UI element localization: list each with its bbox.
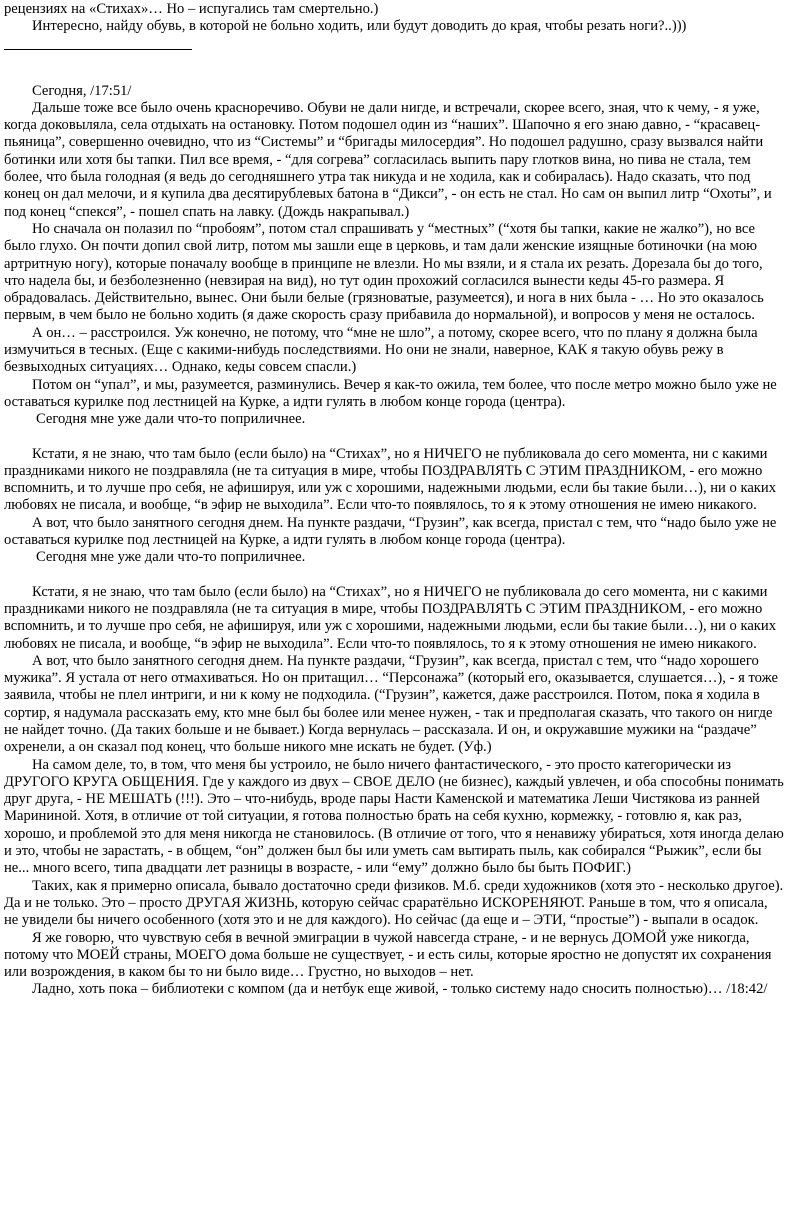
intro-line-1: рецензиях на «Стихах»… Но – испугались там смертельно.) — [4, 1, 379, 17]
intro-line-2: Интересно, найду обувь, в которой не больно ходить, или будут доводить до края, чтобы резать ноги?..))) — [32, 18, 687, 35]
paragraph: Сегодня мне уже дали что-то поприличнее. — [36, 549, 306, 566]
section-divider — [4, 49, 192, 50]
paragraph: Кстати, я не знаю, что там было (если было) на “Стихах”, но я НИЧЕГО не публиковала до сего момента, ни с какими праздниками никого не поздравляла (не та ситуация в мире, чтобы ПОЗДРАВЛЯТЬ С ЭТИМ ПРАЗДНИКОМ, - его можно вспомнить, и то лучше про себя, не афишируя, или уж с хорошими, надежными людьми, если бы такие были…), ни о каких любовях не писала, и вообще, “в эфир не выходила”. Если что-то появлялось, то я к этому отношения не имею никакого. — [4, 583, 777, 652]
paragraph: Дальше тоже все было очень красноречиво. Обуви не дали нигде, и встречали, скорее всего, зная, что к чему, - я уже, когда доковыляла, села отдыхать на остановку. Потом подошел один из “наших”. Шапочно я его знаю давно, - “красавец-пьяница”, совершенно очевидно, что из “Системы” и “бригады милосердия”. Но подошел радушно, сразу вызвался найти ботинки или хотя бы тапки. Пил все время, - “для согрева” согласилась выпить пару глотков вина, но пива не стала, тем более, что была голодная (я ведь до сегодняшнего утра так никуда и не ходила, как и собиралась). Надо сказать, что под конец он дал мелочи, и я купила два десятирублевых батона в “Дикси”, - он есть не стал. Но сам он выпил литр “Охоты”, и под конец “спекся”, - пошел спать на лавку. (Дождь накрапывал.) — [4, 99, 772, 220]
paragraph: Я же говорю, что чувствую себя в вечной эмиграции в чужой навсегда стране, - и не вернусь ДОМОЙ уже никогда, потому что МОЕЙ страны, МОЕГО дома больше не существует, - и есть силы, которые яростно не допустят их сохранения или возрождения, в каком бы то ни было виде… Грустно, но выходов – нет. — [4, 929, 772, 981]
paragraph: Потом он “упал”, и мы, разумеется, разминулись. Вечер я как-то ожила, тем более, что после метро можно было уже не оставаться курилке под лестницей на Курке, а идти гулять в любом конце города (центра). — [4, 376, 777, 410]
entry-header: Сегодня, /17:51/ — [32, 82, 132, 99]
paragraph: Сегодня мне уже дали что-то поприличнее. — [36, 411, 306, 428]
paragraph: Но сначала он полазил по “пробоям”, потом стал спрашивать у “местных” (“хотя бы тапки, какие не жалко”), но все было глухо. Он почти допил свой литр, потом мы зашли еще в церковь, и там дали женские изящные ботиночки (на мою артритную ногу), которые поначалу вообще в принципе не влезли. Но мы взяли, и я стала их резать. Дорезала бы до того, что надела бы, и безболезненно (невзирая на вид), но тут один прохожий согласился вынести кеды 45-го размера. Я обрадовалась. Действительно, вынес. Они были белые (грязноватые, разумеется), и нога в них была - … Но это оказалось первым, в чем было не больно ходить (я даже скорость сразу прибавила до нормальной), и вопросов у меня не осталось. — [4, 220, 764, 324]
blank-line — [4, 429, 785, 446]
paragraph: А вот, что было занятного сегодня днем. На пункте раздачи, “Грузин”, как всегда, пристал с тем, что “надо хорошего мужика”. Я устала от него отмахиваться. Но он притащил… “Персонажа” (который его, оказывается, слушается…), - я тоже заявила, чтобы не плел интриги, и ни к кому не подходила. (“Грузин”, кажется, даже расстроился. Потом, пока я ходила в сортир, я надумала рассказать ему, кто мне был бы более или менее нужен, - так и предполагая сказать, что такого он нигде не найдет точно. (Да таких больше и не бывает.) Когда вернулась – рассказала. И он, и окружавшие мужики на “раздаче” охренели, а он сказал под конец, что больше никого мне искать не будет. (Уф.) — [4, 652, 778, 756]
paragraph: Ладно, хоть пока – библиотеки с компом (да и нетбук еще живой, - только систему надо сносить полностью)… /18:42/ — [32, 981, 768, 998]
paragraph: Таких, как я примерно описала, бывало достаточно среди физиков. М.б. среди художников (хотя это - несколько другое). Да и не только. Это – просто ДРУГАЯ ЖИЗНЬ, которую сейчас сраратëльно ИСКОРЕНЯЮТ. Раньше в том, что я описала, не увидели бы ничего особенного (хотя это и не для каждого). Но сейчас (да еще и – ЭТИ, “простые”) - выпали в осадок. — [4, 877, 784, 929]
paragraph: На самом деле, то, в том, что меня бы устроило, не было ничего фантастического, - это просто категорически из ДРУГОГО КРУГА ОБЩЕНИЯ. Где у каждого из двух – СВОЕ ДЕЛО (не бизнес), каждый увлечен, и оба способны понимать друг друга, - НЕ МЕШАТЬ (!!!). Это – что-нибудь, вроде пары Насти Каменской и математика Леши Чистякова из ранней Марининой. Хотя, в отличие от той ситуации, я готова полностью брать на себя кухню, кормежку, - готовлю я, как раз, хорошо, и проблемой это для меня никогда не становилось. (В отличие от того, что я ненавижу убираться, хотя иногда делаю и это, чтобы не зарастать, - в общем, “он” должен был бы или уметь сам вытирать пыль, как собиралcя “Рыжик”, если бы не... много всего, типа двадцати лет разницы в возрасте, - или “ему” должно было бы быть ПОФИГ.) — [4, 756, 784, 877]
blank-line — [4, 567, 785, 584]
paragraph: А он… – расстроился. Уж конечно, не потому, что “мне не шло”, а потому, скорее всего, что по плану я должна была измучиться в тесных. (Еще с какими-нибудь последствиями. Но они не знали, наверное, КАК я такую обувь режу в безвыходных ситуациях… Однако, кеды совсем спасли.) — [4, 324, 758, 376]
paragraph: А вот, что было занятного сегодня днем. На пункте раздачи, “Грузин”, как всегда, пристал с тем, что “надо было уже не оставаться курилке под лестницей на Курке, а идти гулять в любом конце города (центра). — [4, 514, 777, 549]
paragraph: Кстати, я не знаю, что там было (если было) на “Стихах”, но я НИЧЕГО не публиковала до сего момента, ни с какими праздниками никого не поздравляла (не та ситуация в мире, чтобы ПОЗДРАВЛЯТЬ С ЭТИМ ПРАЗДНИКОМ, - его можно вспомнить, и то лучше про себя, не афишируя, или уж с хорошими, надежными людьми, если бы такие были…), ни о каких любовях не писала, и вообще, “в эфир не выходила”. Если что-то появлялось, то я к этому отношения не имею никакого. — [4, 445, 777, 514]
